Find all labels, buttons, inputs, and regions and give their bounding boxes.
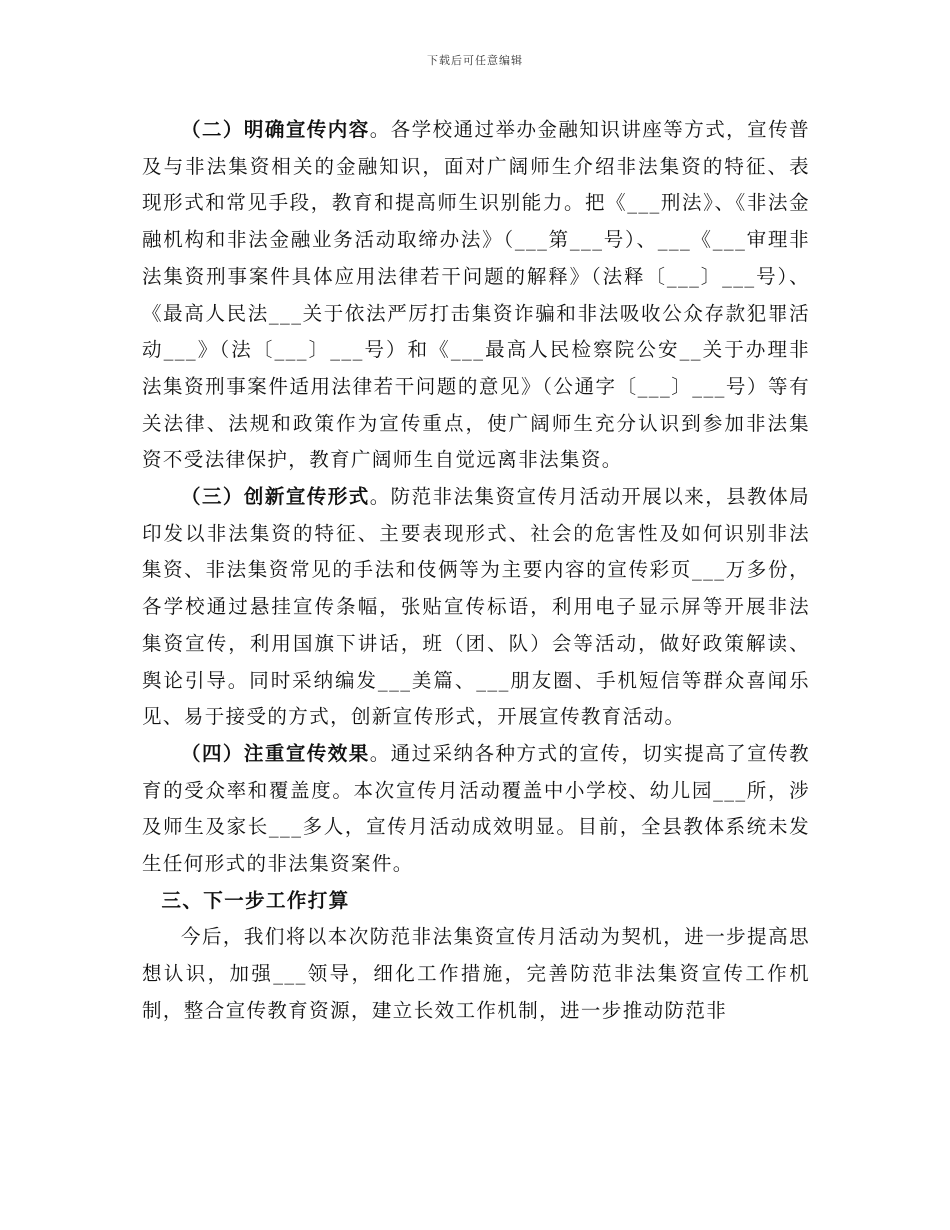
section-heading: 三、下一步工作打算 [161, 888, 350, 912]
paragraph-form [142, 479, 810, 736]
paragraph-text: 。通过采纳各种方式的宣传，切实提高了宣传教育的受众率和覆盖度。本次宣传月活动覆盖中小学校、幼儿园___所，涉及师生及家长___多人，宣传月活动成效明显。目前，全县教体系统未发生任何形式的非法集资案件。 [142, 741, 810, 876]
paragraph-heading: （三）创新宣传形式 [181, 485, 370, 509]
paragraph-content [142, 112, 810, 479]
document-body [142, 112, 810, 1030]
paragraph-heading: （二）明确宣传内容 [181, 118, 370, 141]
paragraph-effect [142, 736, 810, 883]
paragraph-text: 。防范非法集资宣传月活动开展以来，县教体局印发以非法集资的特征、主要表现形式、社会的危害性及如何识别非法集资、非法集资常见的手法和伎俩等为主要内容的宣传彩页___万多份，各学校通过悬挂宣传条幅，张贴宣传标语，利用电子显示屏等开展非法集资宣传，利用国旗下讲话，班（团、队）会等活动，做好政策解读、舆论引导。同时采纳编发___美篇、___朋友圈、手机短信等群众喜闻乐见、易于接受的方式，创新宣传形式，开展宣传教育活动。 [142, 485, 810, 729]
paragraph-next-steps: 今后，我们将以本次防范非法集资宣传月活动为契机，进一步提高思想认识，加强___领导，细化工作措施，完善防范非法集资宣传工作机制，整合宣传教育资源，建立长效工作机制，进一步推动防范非 [142, 925, 810, 1022]
paragraph-text: 。各学校通过举办金融知识讲座等方式，宣传普及与非法集资相关的金融知识，面对广阔师生介绍非法集资的特征、表现形式和常见手段，教育和提高师生识别能力。把《___刑法》、《非法金融机构和非法金融业务活动取缔办法》（___第___号）、___《___审理非法集资刑事案件具体应用法律若干问题的解释》（法释〔___〕___号）、《最高人民法___关于依法严厉打击集资诈骗和非法吸收公众存款犯罪活动___》（法〔___〕___号）和《___最高人民检察院公安__关于办理非法集资刑事案件适用法律若干问题的意见》（公通字〔___〕___号）等有关法律、法规和政策作为宣传重点，使广阔师生充分认识到参加非法集资不受法律保护，教育广阔师生自觉远离非法集资。 [142, 118, 810, 472]
paragraph-heading: （四）注重宣传效果 [181, 741, 370, 765]
page-header: 下载后可任意编辑 [427, 54, 523, 67]
